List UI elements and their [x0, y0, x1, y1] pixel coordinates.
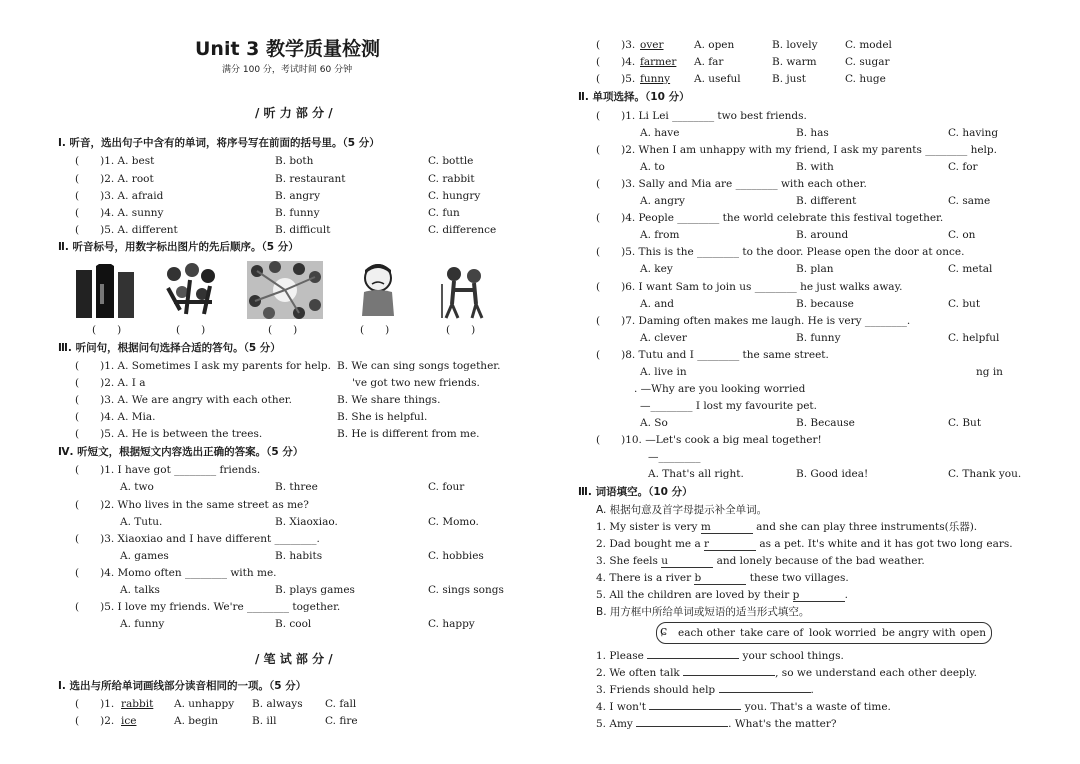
- option-c: ng in: [976, 366, 1003, 378]
- option-b: B. Good idea!: [796, 468, 869, 480]
- list-item: [596, 539, 1013, 551]
- list-item: [596, 666, 977, 679]
- question-text: ( )3. Sally and Mia are ________ with each other.: [596, 178, 867, 190]
- writing-part3-heading: Ⅲ. 词语填空。（10 分）: [578, 486, 693, 498]
- option-a: ( )1. A. Sometimes I ask my parents for help.: [75, 360, 331, 372]
- question-text: ( )10. —Let's cook a big meal together!: [596, 434, 822, 446]
- question-text: . —Why are you looking worried: [634, 383, 806, 395]
- option-b: B. We share things.: [337, 394, 441, 406]
- list-item: [596, 556, 925, 568]
- option-b: B. with: [796, 161, 834, 173]
- option-b: B. because: [796, 298, 854, 310]
- children-group-icon: [160, 262, 222, 320]
- option-a: ( )3. A. We are angry with each other.: [75, 394, 292, 406]
- writing-part2-heading: Ⅱ. 单项选择。（10 分）: [578, 91, 690, 103]
- option-b: B. angry: [275, 190, 321, 202]
- sentence-end: your school things.: [739, 650, 844, 662]
- option-c: C. huge: [845, 73, 886, 85]
- option-a: A. useful: [694, 73, 741, 85]
- option-a: ( )2. A. I a: [75, 377, 146, 389]
- option-c: C. on: [948, 229, 976, 241]
- option-b: B. just: [772, 73, 807, 85]
- question-text: ( )8. Tutu and I ________ the same street.: [596, 349, 829, 361]
- list-item: [596, 590, 848, 602]
- sentence-end: , so we understand each other deeply.: [775, 667, 977, 679]
- part3-sub-b: B. 用方框中所给单词或短语的适当形式填空。: [596, 606, 810, 618]
- option-b: B. around: [796, 229, 849, 241]
- sentence-end: .: [810, 684, 814, 696]
- question-text: ( )2. Who lives in the same street as me?: [75, 499, 309, 511]
- option-a: ( )5. A. He is between the trees.: [75, 428, 263, 440]
- option-b: B. difficult: [275, 224, 331, 236]
- option-c: C. fall: [325, 698, 357, 710]
- sentence-end: . What's the matter?: [728, 718, 837, 730]
- sentence-end: and she can play three instruments(乐器).: [752, 521, 978, 533]
- option-b: B. funny: [796, 332, 841, 344]
- list-item: [596, 522, 977, 534]
- question-text: ( )6. I want Sam to join us ________ he just walks away.: [596, 281, 903, 293]
- blank-field[interactable]: [701, 522, 753, 534]
- option-b: B. We can sing songs together.: [337, 360, 501, 372]
- sentence-start: 1. Please: [596, 650, 648, 662]
- option-c: C. difference: [428, 224, 497, 236]
- crowd-celebration-icon: [247, 261, 323, 319]
- sentence-start: 2. Dad bought me a: [596, 538, 705, 550]
- option-a: A. clever: [640, 332, 687, 344]
- target-word: funny: [640, 73, 671, 85]
- rocket-icon: [72, 264, 138, 320]
- option-b: B. plan: [796, 263, 834, 275]
- word-box-option: look worried: [809, 627, 877, 639]
- item-number: ( )3.: [596, 39, 636, 51]
- sentence-start: 3. Friends should help: [596, 684, 719, 696]
- blank-field[interactable]: [636, 717, 728, 727]
- option-b: B. has: [796, 127, 829, 139]
- question-text: ( )5. This is the ________ to the door. Please open the door at once.: [596, 246, 965, 258]
- option-c: C. hobbies: [428, 550, 484, 562]
- sentence-start: 4. I won't: [596, 701, 650, 713]
- option-c: C. same: [948, 195, 991, 207]
- question-text: ( )3. Xiaoxiao and I have different ________.: [75, 533, 320, 545]
- option-c: C. four: [428, 481, 465, 493]
- writing-banner: / 笔 试 部 分 /: [255, 652, 333, 666]
- option-b: B. cool: [275, 618, 312, 630]
- target-word: rabbit: [121, 698, 154, 710]
- option-c: C. fun: [428, 207, 460, 219]
- option-b: B. always: [252, 698, 303, 710]
- sentence-end: you. That's a waste of time.: [741, 701, 891, 713]
- option-b: B. Xiaoxiao.: [275, 516, 338, 528]
- target-word: over: [640, 39, 664, 51]
- option-c: C. but: [948, 298, 981, 310]
- picture-order-blank[interactable]: ( ): [360, 324, 390, 336]
- option-a: A. funny: [120, 618, 165, 630]
- hint-letter: b: [694, 572, 702, 584]
- hint-letter: m: [700, 521, 711, 533]
- picture-order-blank[interactable]: ( ): [92, 324, 122, 336]
- question-text: ( )4. People ________ the world celebrate this festival together.: [596, 212, 944, 224]
- question-text: ( )5. I love my friends. We're ________ together.: [75, 601, 341, 613]
- option-a: A. games: [120, 550, 169, 562]
- sad-boy-icon: [356, 262, 400, 320]
- item-number: ( )5.: [596, 73, 636, 85]
- sentence-end: as a pet. It's white and it has got two long ears.: [756, 538, 1013, 550]
- option-b: B. She is helpful.: [337, 411, 428, 423]
- option-a: A. and: [640, 298, 675, 310]
- option-b: B. lovely: [772, 39, 818, 51]
- option-a: A. live in: [640, 366, 687, 378]
- option-c: C. happy: [428, 618, 475, 630]
- listening-part2-heading: Ⅱ. 听音标号，用数字标出图片的先后顺序。（5 分）: [58, 241, 299, 253]
- hint-letter: u: [661, 555, 669, 567]
- sentence-start: 2. We often talk: [596, 667, 684, 679]
- target-word: ice: [121, 715, 137, 727]
- option-a: A. from: [640, 229, 680, 241]
- option-b: B. plays games: [275, 584, 355, 596]
- list-item: [596, 573, 849, 585]
- page-title: Unit 3 教学质量检测: [195, 38, 380, 60]
- blank-field[interactable]: [661, 556, 713, 568]
- option-b: B. ill: [252, 715, 277, 727]
- option-c: C. helpful: [948, 332, 1000, 344]
- question-text: ( )4. Momo often ________ with me.: [75, 567, 277, 579]
- option-c: C. bottle: [428, 155, 474, 167]
- option-a: A. have: [640, 127, 680, 139]
- option-a: A. two: [120, 481, 154, 493]
- option-b: B. both: [275, 155, 314, 167]
- writing-part1-heading: Ⅰ. 选出与所给单词画线部分读音相同的一项。（5 分）: [58, 680, 307, 692]
- option-a: A. So: [640, 417, 668, 429]
- option-b: B. different: [796, 195, 857, 207]
- option-a: A. unhappy: [174, 698, 235, 710]
- option-a: ( )2. A. root: [75, 173, 154, 185]
- option-a: ( )4. A. sunny: [75, 207, 164, 219]
- option-b: 've got two new friends.: [352, 377, 480, 389]
- picture-order-blank[interactable]: ( ): [268, 324, 298, 336]
- blank-field[interactable]: [719, 683, 811, 693]
- option-b: B. restaurant: [275, 173, 346, 185]
- blank-field[interactable]: [647, 649, 739, 659]
- blank-field[interactable]: [793, 590, 845, 602]
- option-b: B. He is different from me.: [337, 428, 480, 440]
- option-c: C. sugar: [845, 56, 890, 68]
- option-a: A. Tutu.: [120, 516, 163, 528]
- question-line2: —________ I lost my favourite pet.: [640, 400, 817, 412]
- helping-friend-icon: [438, 264, 490, 320]
- list-item: [596, 649, 844, 662]
- listening-part4-heading: Ⅳ. 听短文，根据短文内容选出正确的答案。（5 分）: [58, 446, 304, 458]
- question-text: ( )7. Daming often makes me laugh. He is very ________.: [596, 315, 911, 327]
- option-b: B. Because: [796, 417, 855, 429]
- option-a: A. open: [694, 39, 735, 51]
- blank-field[interactable]: [694, 573, 746, 585]
- page-subtitle: 满分 100 分，考试时间 60 分钟: [222, 65, 353, 75]
- target-word: farmer: [640, 56, 677, 68]
- item-number: ( )4.: [596, 56, 636, 68]
- option-a: ( )1. A. best: [75, 155, 155, 167]
- option-b: B. three: [275, 481, 318, 493]
- sentence-end: and lonely because of the bad weather.: [713, 555, 925, 567]
- question-text: ( )2. When I am unhappy with my friend, I ask my parents ________ help.: [596, 144, 997, 156]
- option-a: A. far: [694, 56, 724, 68]
- option-a: A. begin: [174, 715, 219, 727]
- question-text: ( )1. Li Lei ________ two best friends.: [596, 110, 807, 122]
- option-a: A. key: [640, 263, 673, 275]
- option-a: A. to: [640, 161, 665, 173]
- list-item: [596, 683, 814, 696]
- word-box-option: take care of: [740, 627, 804, 639]
- hint-letter: r: [704, 538, 710, 550]
- item-number: ( )2.: [75, 715, 115, 727]
- word-box-option: each other: [678, 627, 735, 639]
- word-box-option: be angry with: [882, 627, 956, 639]
- option-a: A. talks: [120, 584, 160, 596]
- option-c: C. Momo.: [428, 516, 479, 528]
- sentence-start: 5. Amy: [596, 718, 637, 730]
- sentence-end: these two villages.: [746, 572, 849, 584]
- picture-order-blank[interactable]: ( ): [446, 324, 476, 336]
- option-c: C. But: [948, 417, 982, 429]
- hint-letter: p: [792, 589, 800, 601]
- option-c: C. sings songs: [428, 584, 504, 596]
- listening-part3-heading: Ⅲ. 听问句，根据问句选择合适的答句。（5 分）: [58, 342, 281, 354]
- option-c: C. having: [948, 127, 999, 139]
- word-box-option: open: [960, 627, 987, 639]
- option-a: ( )4. A. Mia.: [75, 411, 156, 423]
- blank-field[interactable]: [683, 666, 775, 676]
- blank-field[interactable]: [649, 700, 741, 710]
- option-c: C. for: [948, 161, 978, 173]
- option-b: B. warm: [772, 56, 817, 68]
- part3-sub-a: A. 根据句意及首字母提示补全单词。: [596, 504, 768, 516]
- option-a: A. angry: [640, 195, 685, 207]
- question-line2: —________: [648, 451, 701, 463]
- option-c: C. rabbit: [428, 173, 475, 185]
- picture-order-blank[interactable]: ( ): [176, 324, 206, 336]
- bracket-icon: ɕ: [660, 624, 668, 639]
- sentence-start: 3. She feels: [596, 555, 662, 567]
- option-a: A. That's all right.: [648, 468, 744, 480]
- option-c: C. model: [845, 39, 892, 51]
- question-text: ( )1. I have got ________ friends.: [75, 464, 261, 476]
- option-a: ( )3. A. afraid: [75, 190, 164, 202]
- sentence-start: 4. There is a river: [596, 572, 695, 584]
- listening-banner: / 听 力 部 分 /: [255, 106, 333, 120]
- option-c: C. Thank you.: [948, 468, 1022, 480]
- listening-part1-heading: Ⅰ. 听音，选出句子中含有的单词，将序号写在前面的括号里。（5 分）: [58, 137, 380, 149]
- option-c: C. fire: [325, 715, 358, 727]
- blank-field[interactable]: [704, 539, 756, 551]
- list-item: [596, 717, 837, 730]
- option-a: ( )5. A. different: [75, 224, 178, 236]
- option-c: C. metal: [948, 263, 993, 275]
- item-number: ( )1.: [75, 698, 115, 710]
- list-item: [596, 700, 891, 713]
- option-c: C. hungry: [428, 190, 481, 202]
- option-b: B. funny: [275, 207, 320, 219]
- sentence-start: 5. All the children are loved by their: [596, 589, 793, 601]
- option-b: B. habits: [275, 550, 323, 562]
- sentence-start: 1. My sister is very: [596, 521, 701, 533]
- sentence-end: .: [844, 589, 848, 601]
